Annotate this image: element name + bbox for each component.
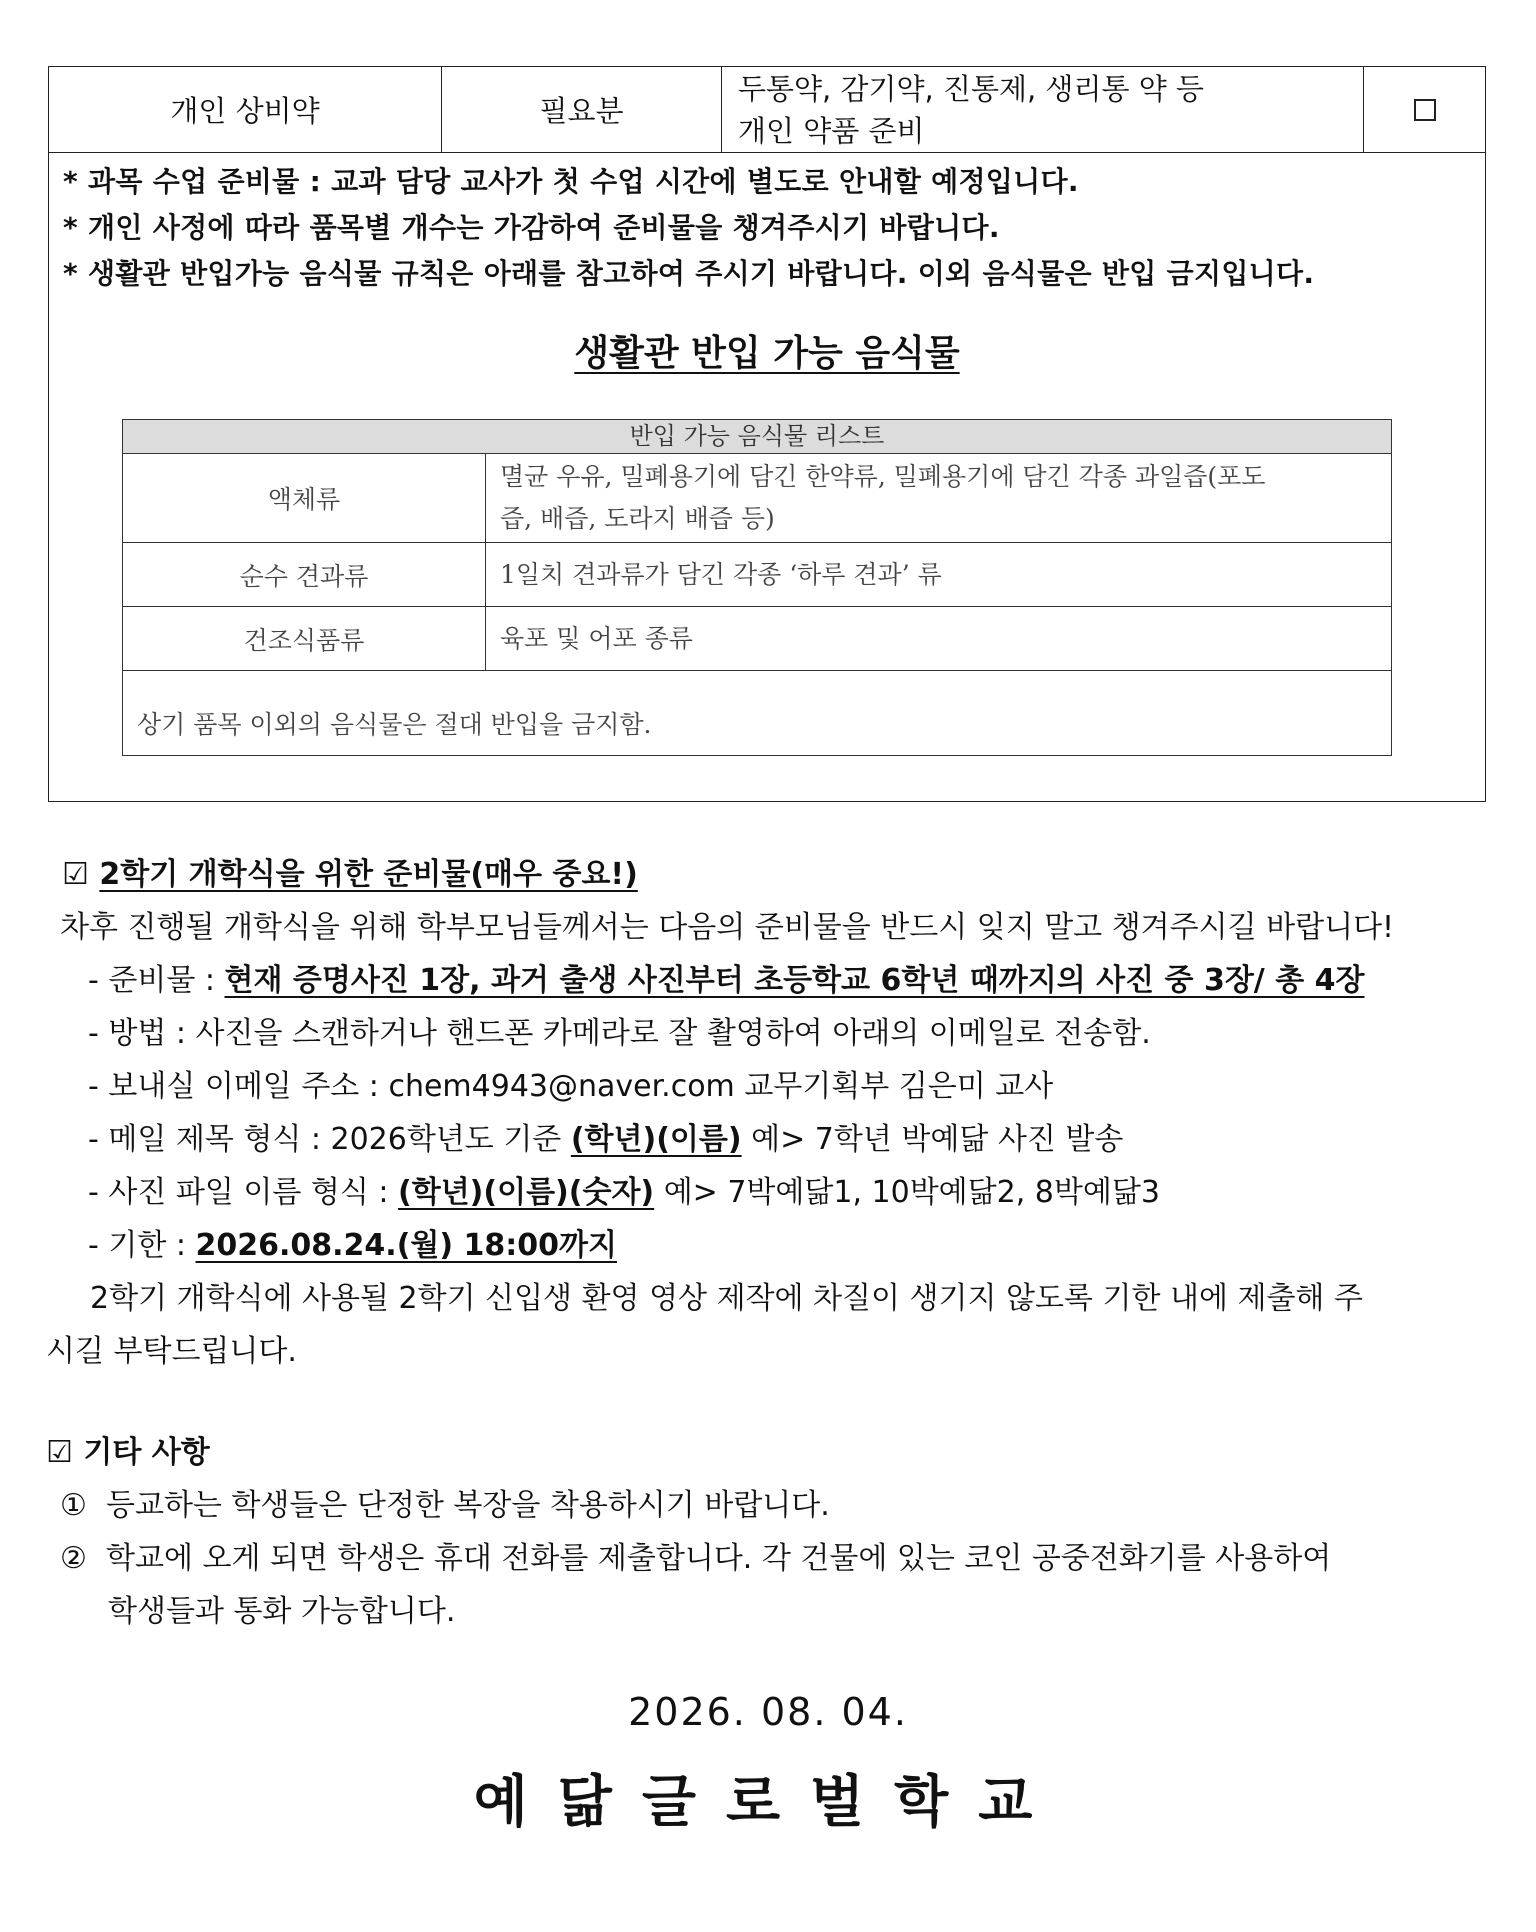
note-line: * 개인 사정에 따라 품목별 개수는 가감하여 준비물을 챙겨주시기 바랍니다. [63,211,1000,244]
description-cell [722,67,1364,152]
closing-text: 시길 부탁드립니다. [46,1334,297,1369]
food-category: 액체류 [123,454,486,542]
checkbox[interactable] [1414,99,1436,121]
document-date: 2026. 08. 04. [628,1690,908,1734]
section-title: 기타 사항 [83,1435,210,1470]
list-item: ② 학교에 오게 되면 학생은 휴대 전화를 제출합니다. 각 건물에 있는 코인 공중전화기를 사용하여 [60,1541,1332,1576]
food-category: 순수 견과류 [123,543,486,606]
list-item: - 보내실 이메일 주소 : chem4943@naver.com 교무기획부 김은미 교사 [88,1069,1054,1104]
table-row [123,454,1391,543]
description-line: 두통약, 감기약, 진통제, 생리통 약 등 [738,71,1204,106]
food-list-table [122,419,1392,756]
note-line: * 과목 수업 준비물 : 교과 담당 교사가 첫 수업 시간에 별도로 안내할 예정입니다. [63,165,1079,198]
notes [63,159,1473,297]
table-row [123,543,1391,607]
closing-text: 2학기 개학식에 사용될 2학기 신입생 환영 영상 제작에 차질이 생기지 않도록 기한 내에 제출해 주 [90,1281,1363,1316]
food-table-header: 반입 가능 음식물 리스트 [123,420,1391,454]
food-table-footer: 상기 품목 이외의 음식물은 절대 반입을 금지함. [137,710,652,739]
section-title: 2학기 개학식을 위한 준비물(매우 중요!) [99,857,638,892]
list-item: - 준비물 : 현재 증명사진 1장, 과거 출생 사진부터 초등학교 6학년 때까지의 사진 중 3장/ 총 4장 [88,963,1365,998]
list-item: - 방법 : 사진을 스캔하거나 핸드폰 카메라로 잘 촬영하여 아래의 이메일로 전송함. [88,1016,1151,1051]
intro-text: 차후 진행될 개학식을 위해 학부모님들께서는 다음의 준비물을 반드시 잊지 말고 챙겨주시길 바랍니다! [60,910,1395,945]
list-item: - 기한 : 2026.08.24.(월) 18:00까지 [88,1228,617,1263]
note-line: * 생활관 반입가능 음식물 규칙은 아래를 참고하여 주시기 바랍니다. 이외 음식물은 반입 금지입니다. [63,257,1315,290]
food-items: 멸균 우유, 밀폐용기에 담긴 한약류, 밀폐용기에 담긴 각종 과일즙(포도 즙, 배즙, 도라지 배즙 등) [500,462,1266,533]
checked-box-icon: ☑ [46,1435,73,1470]
check-cell [1364,67,1485,152]
list-item: ① 등교하는 학생들은 단정한 복장을 착용하시기 바랍니다. [60,1488,830,1523]
quantity-cell: 필요분 [442,67,722,152]
school-name: 예닮글로벌학교 [473,1770,1063,1835]
food-items: 육포 및 어포 종류 [500,623,693,653]
description-line: 개인 약품 준비 [738,113,925,148]
table-row [49,67,1485,153]
list-item-continued: 학생들과 통화 가능합니다. [108,1594,456,1629]
item-cell: 개인 상비약 [49,67,442,152]
food-category: 건조식품류 [123,607,486,670]
preparation-table [48,66,1486,802]
food-items: 1일치 견과류가 담긴 각종 ‘하루 견과’ 류 [500,559,942,589]
checked-box-icon: ☑ [62,857,89,892]
section-heading [62,848,638,901]
list-item: - 사진 파일 이름 형식 : (학년)(이름)(숫자) 예> 7박예닮1, 10박예닮2, 8박예닮3 [88,1175,1160,1210]
table-row [123,607,1391,671]
section-heading [46,1426,210,1479]
list-item: - 메일 제목 형식 : 2026학년도 기준 (학년)(이름) 예> 7학년 박예닮 사진 발송 [88,1122,1124,1157]
food-title: 생활관 반입 가능 음식물 [574,332,960,374]
